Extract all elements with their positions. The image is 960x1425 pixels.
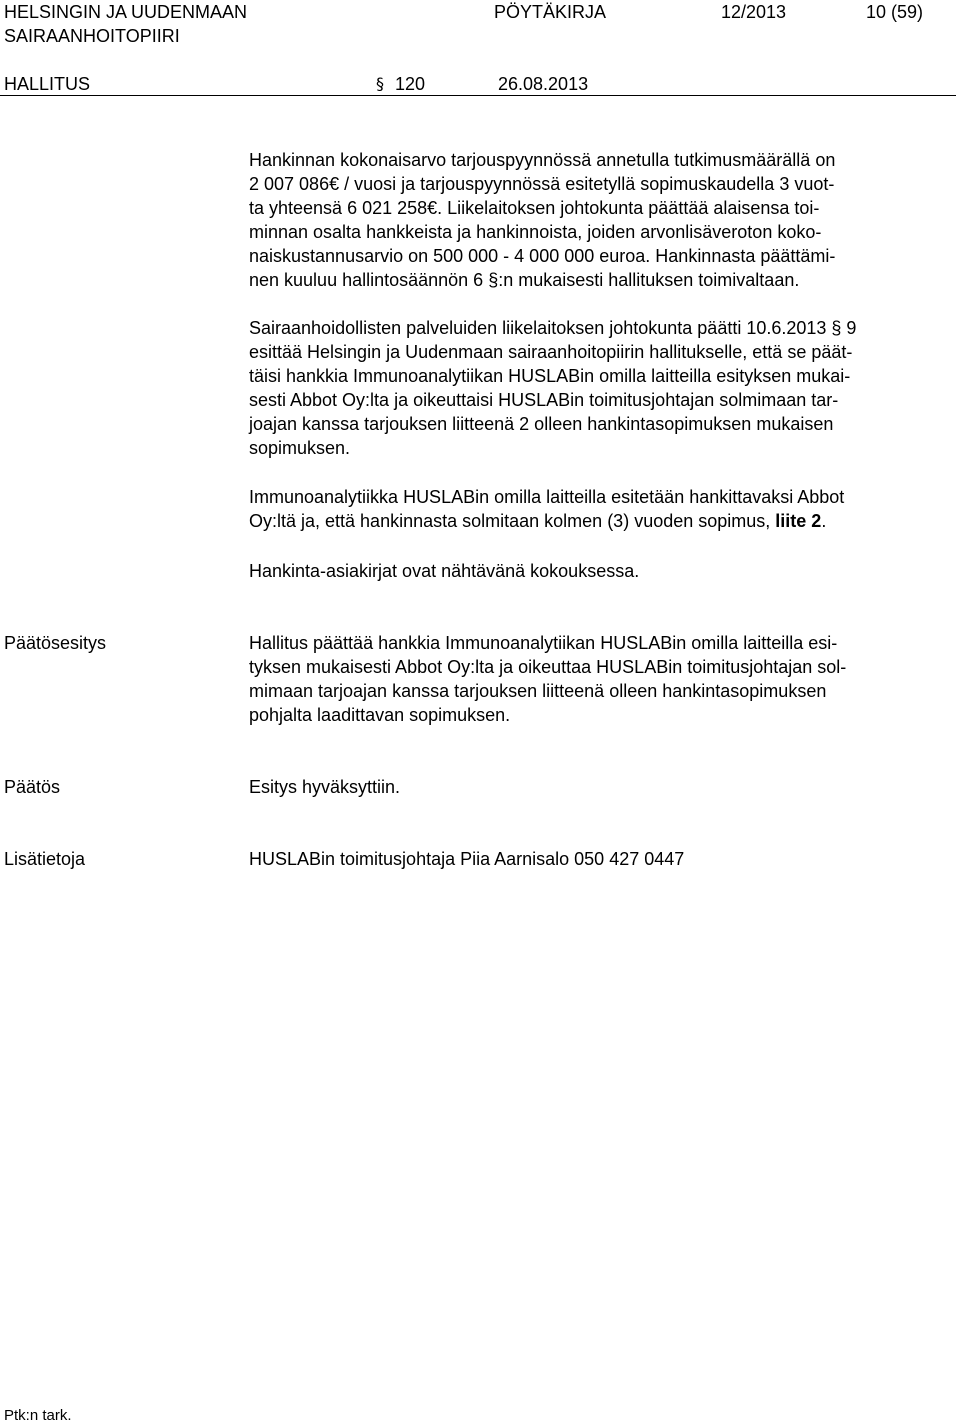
text-line: täisi hankkia Immunoanalytiikan HUSLABin omilla laitteilla esityksen mukai- [249, 366, 851, 386]
text-line: Hankinta-asiakirjat ovat nähtävänä kokouksessa. [249, 561, 640, 581]
text-line: mimaan tarjoajan kanssa tarjouksen liitteenä olleen hankintasopimuksen [249, 681, 827, 701]
text-line: Hallitus päättää hankkia Immunoanalytiikan HUSLABin omilla laitteilla esi- [249, 633, 838, 653]
minutes-checker-label: Ptk:n tark. [4, 1407, 72, 1424]
decision-proposal-text [249, 631, 929, 727]
meeting-body: HALLITUS [4, 74, 91, 94]
text-line: sopimuksen. [249, 438, 351, 458]
text-line: 2 007 086€ / vuosi ja tarjouspyynnössä esitetyllä sopimuskaudella 3 vuot- [249, 174, 835, 194]
decision-label: Päätös [4, 777, 61, 797]
text-line: naiskustannusarvio on 500 000 - 4 000 000 euroa. Hankinnasta päättämi- [249, 246, 836, 266]
additional-info-label: Lisätietoja [4, 849, 86, 869]
paragraph-board-proposal [249, 316, 929, 460]
meeting-date: 26.08.2013 [498, 74, 589, 94]
text-line: Hankinnan kokonaisarvo tarjouspyynnössä annetulla tutkimusmäärällä on [249, 150, 836, 170]
paragraph-documents-available [249, 559, 929, 583]
text-line: ta yhteensä 6 021 258€. Liikelaitoksen johtokunta päättää alaisensa toi- [249, 198, 820, 218]
additional-info-text [249, 847, 929, 871]
document-number: 12/2013 [721, 2, 787, 22]
text-line: esittää Helsingin ja Uudenmaan sairaanhoitopiirin hallitukselle, että se päät- [249, 342, 853, 362]
text-line: Immunoanalytiikka HUSLABin omilla laitteilla esitetään hankittavaksi Abbot [249, 487, 845, 507]
section-symbol: § [376, 74, 384, 93]
page-number: 10 (59) [866, 2, 924, 22]
text-line: sesti Abbot Oy:lta ja oikeuttaisi HUSLABin toimitusjohtajan solmimaan tar- [249, 390, 839, 410]
text-line: HUSLABin toimitusjohtaja Piia Aarnisalo 050 427 0447 [249, 849, 685, 869]
text-fragment: . [821, 511, 827, 531]
org-name-line2: SAIRAANHOITOPIIRI [4, 26, 180, 46]
paragraph-procurement-value [249, 148, 929, 292]
text-line: Sairaanhoidollisten palveluiden liikelaitoksen johtokunta päätti 10.6.2013 § 9 [249, 318, 857, 338]
text-line: tyksen mukaisesti Abbot Oy:lta ja oikeuttaa HUSLABin toimitusjohtajan sol- [249, 657, 847, 677]
text-line: pohjalta laadittavan sopimuksen. [249, 705, 511, 725]
text-line [249, 509, 929, 533]
section-number: 120 [395, 74, 426, 94]
paragraph-immunoanalytics [249, 485, 929, 533]
attachment-reference: liite 2 [775, 511, 822, 531]
org-name-line1: HELSINGIN JA UUDENMAAN [4, 2, 248, 22]
decision-text [249, 775, 929, 799]
text-line: joajan kanssa tarjouksen liitteenä 2 olleen hankintasopimuksen mukaisen [249, 414, 834, 434]
text-line: minnan osalta hankkeista ja hankinnoista, joiden arvonlisäveroton koko- [249, 222, 822, 242]
header-divider [0, 95, 956, 96]
decision-proposal-label: Päätösesitys [4, 633, 107, 653]
text-line: nen kuuluu hallintosäännön 6 §:n mukaisesti hallituksen toimivaltaan. [249, 270, 800, 290]
text-fragment: Oy:ltä ja, että hankinnasta solmitaan kolmen (3) vuoden sopimus, [249, 511, 776, 531]
text-line: Esitys hyväksyttiin. [249, 777, 401, 797]
document-type: PÖYTÄKIRJA [494, 2, 607, 22]
